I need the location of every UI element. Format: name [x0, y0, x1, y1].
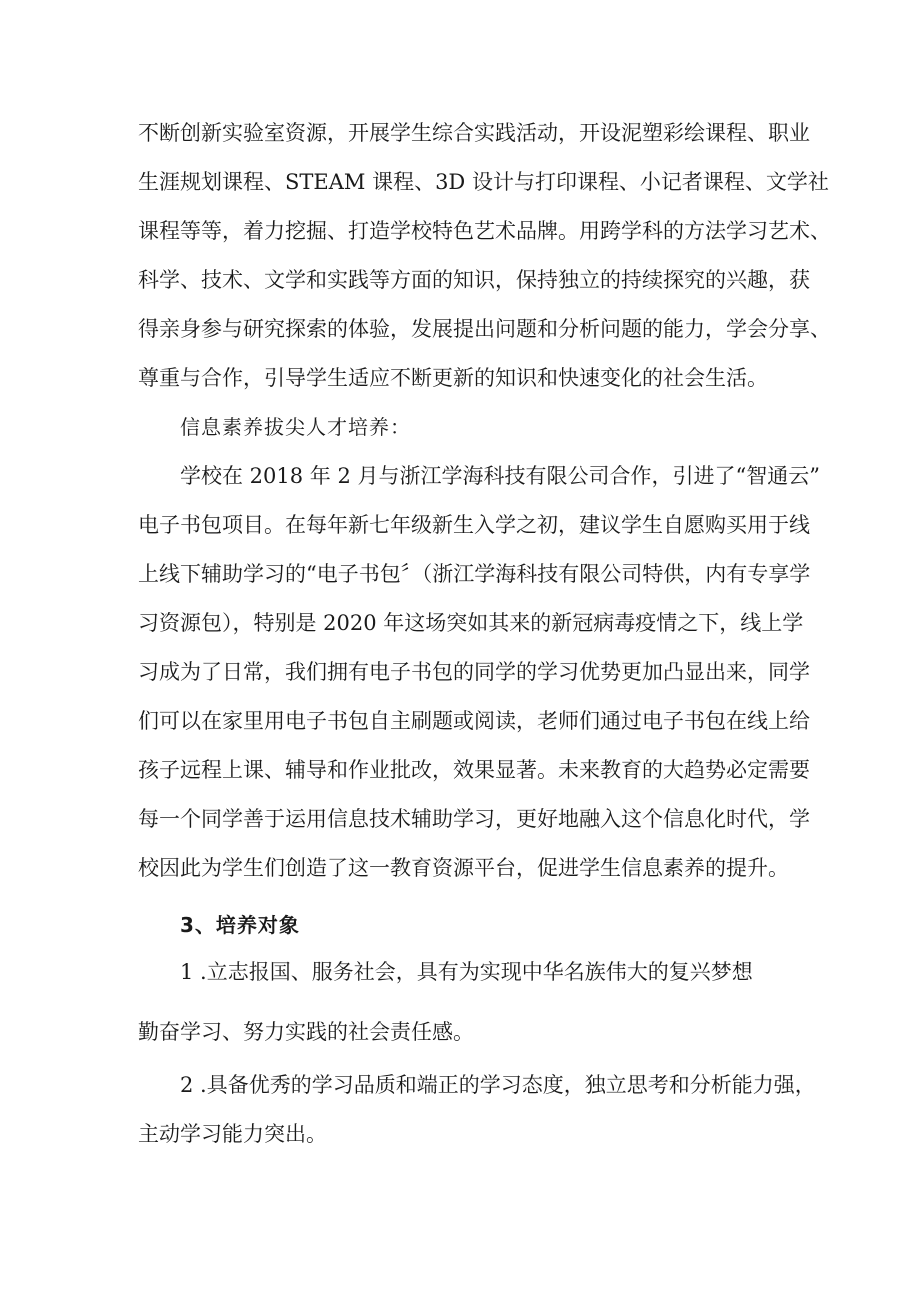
- target-item-1-line-1: 1 .立志报国、服务社会，具有为实现中华名族伟大的复兴梦想: [180, 960, 753, 984]
- paragraph1-line-4: 科学、技术、文学和实践等方面的知识，保持独立的持续探究的兴趣，获: [138, 268, 810, 292]
- paragraph1-line-6: 尊重与合作，引导学生适应不断更新的知识和快速变化的社会生活。: [138, 366, 768, 390]
- section-heading-training-targets: 3、培养对象: [180, 913, 300, 937]
- paragraph1-line-5: 得亲身参与研究探索的体验，发展提出问题和分析问题的能力，学会分享、: [138, 317, 831, 341]
- paragraph1-line-3: 课程等等，着力挖掘、打造学校特色艺术品牌。用跨学科的方法学习艺术、: [138, 219, 831, 243]
- paragraph2-line-1: 学校在 2018 年 2 月与浙江学海科技有限公司合作，引进了“智通云”: [180, 464, 820, 488]
- paragraph2-line-6: 们可以在家里用电子书包自主刷题或阅读，老师们通过电子书包在线上给: [138, 709, 810, 733]
- paragraph1-line-2: 生涯规划课程、STEAM 课程、3D 设计与打印课程、小记者课程、文学社: [138, 170, 829, 194]
- paragraph2-line-8: 每一个同学善于运用信息技术辅助学习，更好地融入这个信息化时代，学: [138, 807, 810, 831]
- paragraph2-line-9: 校因此为学生们创造了这一教育资源平台，促进学生信息素养的提升。: [138, 856, 789, 880]
- target-item-2-line-2: 主动学习能力突出。: [138, 1122, 327, 1146]
- paragraph2-line-3: 上线下辅助学习的“电子书包〞（浙江学海科技有限公司特供，内有专享学: [138, 562, 811, 586]
- target-item-1-line-2: 勤奋学习、努力实践的社会责任感。: [138, 1020, 474, 1044]
- paragraph2-line-4: 习资源包），特别是 2020 年这场突如其来的新冠病毒疫情之下，线上学: [138, 611, 804, 635]
- paragraph1-line-1: 不断创新实验室资源，开展学生综合实践活动，开设泥塑彩绘课程、职业: [138, 121, 810, 145]
- paragraph2-line-2: 电子书包项目。在每年新七年级新生入学之初，建议学生自愿购买用于线: [138, 513, 810, 537]
- paragraph2-line-7: 孩子远程上课、辅导和作业批改，效果显著。未来教育的大趋势必定需要: [138, 758, 810, 782]
- paragraph2-line-5: 习成为了日常，我们拥有电子书包的同学的学习优势更加凸显出来，同学: [138, 660, 810, 684]
- target-item-2-line-1: 2 .具备优秀的学习品质和端正的学习态度，独立思考和分析能力强，: [180, 1073, 816, 1097]
- section-heading-info-literacy: 信息素养拔尖人才培养：: [180, 415, 411, 439]
